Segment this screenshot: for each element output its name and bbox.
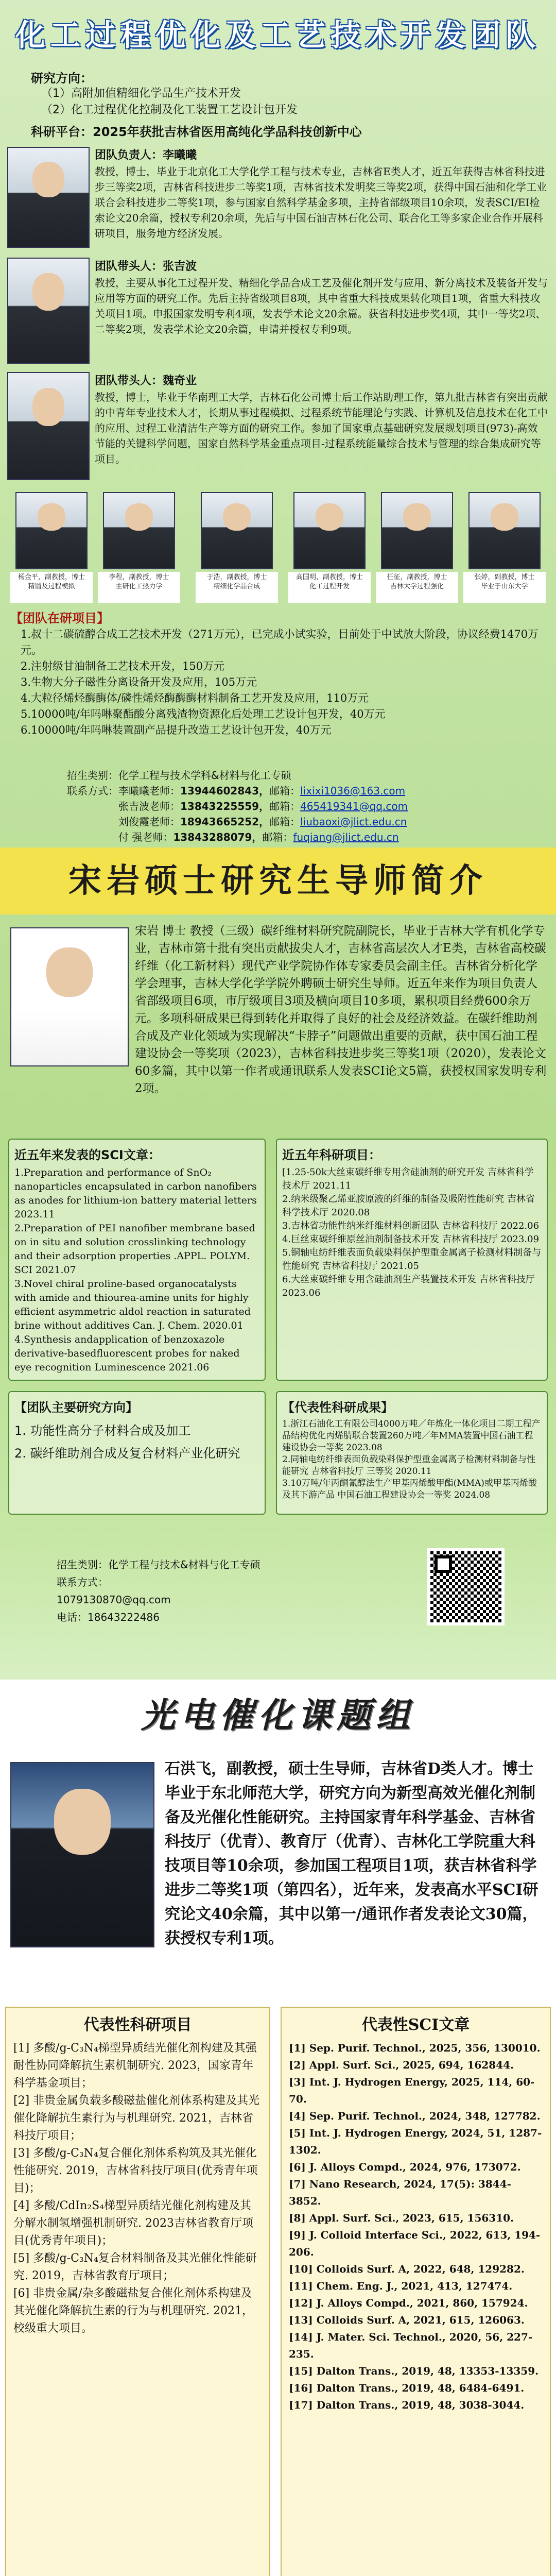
project-item: [1.25-50k大丝束碳纤维专用含硅油剂的研究开发 吉林省科学技术厅 2021.11 — [282, 1167, 534, 1191]
sci-list — [282, 2035, 550, 2419]
achievement-item: 1.浙江石油化工有限公司4000万吨／年炼化一体化项目二期工程产品结构优化丙烯腈联合装置260万吨／年MMA装置中国石油工程建设协会一等奖 2023.08 — [282, 1419, 541, 1453]
projects-column — [5, 2007, 270, 2576]
direction-item: 1. 功能性高分子材料合成及加工 — [14, 1423, 191, 1438]
song-yan-photo — [10, 927, 129, 1066]
section-photoelectric-catalysis — [0, 1540, 556, 2576]
project-item: 6.大丝束碳纤维专用含硅油剂生产装置技术开发 吉林省科技厅 2023.06 — [282, 1274, 535, 1298]
direction-item: （2）化工过程优化控制及化工装置工艺设计包开发 — [41, 104, 298, 116]
project-item: [6] 非贵金属/杂多酸磁盐复合催化剂体系构建及其光催化降解抗生素的行为与机理研究. 2021，校级重大项目。 — [13, 2287, 253, 2335]
project-item: [2] 非贵金属负载多酸磁盐催化剂体系构建及其光催化降解抗生素行为与机理研究. 2021，吉林省科技厅项目； — [13, 2094, 260, 2142]
catalysis-title: 光电催化课题组 — [141, 1696, 415, 1735]
leader-photo — [7, 258, 90, 364]
achievement-item: 3.10万吨/年丙酮氰醇法生产甲基丙烯酸甲酯(MMA)或甲基丙烯酸及其下游产品 中国石油工程建设协会一等奖 2024.08 — [282, 1478, 537, 1500]
direction-item: （1）高附加值精细化学品生产技术开发 — [41, 87, 241, 100]
sci-item: [14] J. Mater. Sci. Technol., 2020, 56, 227-235. — [289, 2331, 533, 2360]
email-link[interactable]: 465419341@qq.com — [300, 800, 408, 812]
project-list — [21, 626, 541, 738]
sci-card — [8, 1139, 266, 1381]
project-item: 3.生物大分子磁性分离设备开发及应用，105万元 — [21, 676, 257, 688]
sci-list — [14, 1166, 259, 1375]
project-item: [5] 多酸/g-C₃N₄复合材料制备及其光催化性能研究. 2019，吉林省教育厅项目； — [13, 2252, 257, 2282]
achievement-item: 2.同轴电纺纤维表面负载染料保护型重金属离子检测材料制备与性能研究 吉林省科技厅 三等奖 2020.11 — [282, 1454, 536, 1477]
leader-photo — [7, 372, 90, 480]
section-process-optimization-team — [0, 0, 556, 757]
leader-label: 团队负责人：李曦曦 — [95, 149, 197, 162]
sci-item: [16] Dalton Trans., 2019, 48, 6484-6491. — [289, 2382, 525, 2394]
sci-item: 4.Synthesis andapplication of benzoxazole derivative-basedfluorescent probes for naked eye recognition Luminescence 2021.06 — [14, 1334, 240, 1373]
project-item: 5.铜轴电纺纤维表面负载染料保护型重金属离子检测材料制备与性能研究 吉林省科技厅 2021.05 — [282, 1247, 542, 1272]
contact-row: 付 强老师：13843288079，邮箱：fuqiang@jlict.edu.cn — [118, 831, 399, 843]
shi-hongfei-intro: 石洪飞，副教授，硕士生导师，吉林省D类人才。博士毕业于东北师范大学，研究方向为新型高效光催化剂制备及光催化性能研究。主持国家青年科学基金、吉林省科技厅（优青）、教育厅（优青）、吉林化工学院重大科技项目等10余项，参加国工程项目1项，获吉林省科学进步二等奖1项（第四名），近年来，发表高水平SCI研究论文40余篇，其中以第一/通讯作者发表论文30篇，获授权专利1项。 — [165, 1760, 538, 1947]
sci-item: [17] Dalton Trans., 2019, 48, 3038-3044. — [289, 2399, 525, 2411]
member-photo — [103, 492, 175, 569]
sci-item: [9] J. Colloid Interface Sci., 2022, 613, 194-206. — [289, 2229, 541, 2258]
song-yan-title: 宋岩硕士研究生导师简介 — [0, 848, 556, 914]
project-item: 4.大粒径烯烃酶酶体/磷性烯烃酶酶酶材料制备工艺开发及应用，110万元 — [21, 692, 369, 704]
team-contact — [67, 768, 408, 845]
project-item: 4.巨丝束碳纤维原丝油剂制备技术开发 吉林省科技厅 2023.09 — [282, 1234, 540, 1245]
project-item: [1] 多酸/g-C₃N₄梯型异质结光催化剂构建及其强耐性协同降解抗生素机制研究. 2023，国家青年科学基金项目； — [13, 2042, 257, 2090]
research-platform: 科研平台：2025年获批吉林省医用高纯化学品科技创新中心 — [31, 125, 362, 139]
projects-card — [276, 1139, 548, 1381]
leader-label: 团队带头人：魏奇业 — [95, 375, 197, 387]
research-direction-list — [41, 86, 298, 118]
sci-item: [1] Sep. Purif. Technol., 2025, 356, 130010. — [289, 2042, 541, 2054]
sci-item: [6] J. Alloys Compd., 2024, 976, 173072. — [289, 2161, 521, 2173]
project-item: 3.吉林省功能性纳米纤维材料创新团队 吉林省科技厅 2022.06 — [282, 1221, 540, 1231]
leader-bio: 教授，主要从事化工过程开发、精细化学品合成工艺及催化剂开发与应用、新分离技术及装备开发与应用等方面的研究工作。先后主持省级项目8项，其中省重大科技成果转化项目1项，省重大科技攻关项目1项。申报国家发明专利4项，发表学术论文20余篇。获省科技进步奖4项，其中一等奖2项、二等奖2项，发表学术论文20余篇，申请并授权专利9项。 — [95, 277, 548, 335]
email-link[interactable]: lixixi1036@163.com — [300, 785, 406, 797]
email-link[interactable]: fuqiang@jlict.edu.cn — [293, 831, 399, 843]
direction-item: 2. 碳纤维助剂合成及复合材料产业化研究 — [14, 1446, 240, 1461]
sci-item: [12] J. Alloys Compd., 2021, 860, 157924. — [289, 2297, 528, 2309]
sci-item: [3] Int. J. Hydrogen Energy, 2025, 114, 60-70. — [289, 2076, 535, 2105]
sci-item: [15] Dalton Trans., 2019, 48, 13353-13359. — [289, 2365, 539, 2377]
enrollment-type: 招生类别：化学工程与技术&材料与化工专硕 — [57, 1558, 260, 1571]
sci-item: [7] Nano Research, 2024, 17(5): 3844-3852. — [289, 2178, 511, 2207]
achievements-card — [276, 1391, 548, 1515]
team-title: 化工过程优化及工艺技术开发团队 — [15, 18, 541, 53]
member-caption: 任征，副教授，博士 吉林大学过程强化 — [376, 572, 458, 603]
song-yan-contact — [57, 1556, 260, 1626]
project-item: [3] 多酸/g-C₃N₄复合催化剂体系构筑及其光催化性能研究. 2019，吉林省科技厅项目(优秀青年项目)； — [13, 2147, 258, 2195]
projects-heading: 代表性科研项目 — [83, 2016, 192, 2034]
member-caption: 于浩，副教授，博士 精细化学品合成 — [196, 572, 278, 603]
contact-row: 张吉波老师：13843225559，邮箱：465419341@qq.com — [118, 800, 408, 812]
member-photo — [15, 492, 88, 569]
qr-code-icon — [427, 1548, 505, 1625]
enrollment-type: 招生类别：化学工程与技术学科&材料与化工专硕 — [67, 769, 291, 782]
sci-item: [8] Appl. Surf. Sci., 2023, 615, 156310. — [289, 2212, 514, 2224]
song-yan-bio: 宋岩 博士 教授（三级）碳纤维材料研究院副院长，毕业于吉林大学有机化学专业，吉林市第十批有突出贡献拔尖人才，吉林省高层次人才E类，吉林省高校碳纤维（化工新材料）现代产业学院协作体专家委员会副主任。吉林省分析化学学会理事，吉林大学化学学院外聘硕士研究生导师。近五年来作为项目负责人省部级项目6项，市厅级项目3项及横向项目10多项，累积项目经费600余万元。多项科研成果已得到转化并取得了良好的社会及经济效益。在碳纤维助剂合成及产业化领域为实现解决“卡脖子”问题做出重要的贡献，获中国石油工程建设协会一等奖项（2023），吉林省科技进步奖三等奖1项（2020），发表论文60多篇，其中以第一作者或通讯联系人发表SCI论文5篇，获授权国家发明专利2项。 — [135, 924, 547, 1095]
member-caption: 李程，副教授，博士 主研化工热力学 — [98, 572, 180, 603]
projects-heading: 近五年科研项目： — [282, 1148, 381, 1162]
project-item: 2.纳米级聚乙烯亚胺原液的纤维的制备及吸附性能研究 吉林省科学技术厅 2020.08 — [282, 1194, 535, 1218]
achievements-heading: 【代表性科研成果】 — [282, 1400, 393, 1415]
shi-hongfei-photo — [10, 1762, 154, 1947]
member-photo — [201, 492, 273, 569]
projects-heading: 【团队在研项目】 — [10, 611, 109, 625]
member-photo — [381, 492, 453, 569]
sci-item: [13] Colloids Surf. A, 2021, 615, 126063. — [289, 2314, 525, 2326]
sci-item: [2] Appl. Surf. Sci., 2025, 694, 162844. — [289, 2059, 514, 2071]
leader-bio: 教授，博士，毕业于北京化工大学化学工程与技术专业，吉林省E类人才，近五年获得吉林省科技进步三等奖2项，吉林省科技进步二等奖1项，吉林省技术发明奖三等奖2项，获得中国石油和化学工业联合会科技进步二等奖1项，参与国家自然科学基金多项，主持省部级项目10余项，发表SCI/EI检索论文20余篇，授权专利20余项，先后与中国石油吉林石化公司、联合化工等多家企业合作开展科研项目，服务地方经济发展。 — [95, 165, 547, 240]
sci-column — [281, 2007, 551, 2576]
direction-list — [14, 1419, 259, 1465]
sci-item: [11] Chem. Eng. J., 2021, 413, 127474. — [289, 2280, 513, 2292]
project-list — [6, 2035, 269, 2343]
sci-item: 3.Novel chiral proline-based organocatalysts with amide and thiourea-amine units for highly efficient asymmetric aldol reaction in saturated brine without additives Can. J. Chem. 2020.01 — [14, 1278, 251, 1331]
sci-item: [5] Int. J. Hydrogen Energy, 2024, 51, 1287-1302. — [289, 2127, 542, 2156]
project-item: 5.10000吨/年吗啉聚酯酸分离残渣物资源化后处理工艺设计包开发，40万元 — [21, 708, 386, 720]
section-song-yan — [0, 757, 556, 1540]
contact-row: 刘俊霞老师：18943665252，邮箱：liubaoxi@jlict.edu.cn — [118, 816, 407, 828]
sci-item: 1.Preparation and performance of SnO₂ nanoparticles encapsulated in carbon nanofibers as anodes for lithium-ion battery material letters 2023.11 — [14, 1167, 257, 1220]
project-item: 1.叔十二碳硫醇合成工艺技术开发（271万元），已完成小试实验，目前处于中试放大阶段，协议经费1470万元。 — [21, 628, 539, 656]
phone: 电话：18643222486 — [57, 1611, 160, 1623]
leader-label: 团队带头人：张吉波 — [95, 260, 197, 273]
contact-label: 联系方式： — [57, 1576, 108, 1588]
directions-card — [8, 1391, 266, 1515]
email-link[interactable]: liubaoxi@jlict.edu.cn — [300, 816, 407, 828]
member-caption: 张婷，副教授，博士 毕业于山东大学 — [463, 572, 546, 603]
sci-heading: 代表性SCI文章 — [361, 2016, 470, 2034]
project-item: [4] 多酸/CdIn₂S₄梯型异质结光催化剂构建及其分解水制氢增强机制研究. 2023吉林省教育厅项目(优秀青年项目)； — [13, 2199, 253, 2247]
leader-bio: 教授，博士，毕业于华南理工大学，吉林石化公司博士后工作站助理工作，第九批吉林省有突出贡献的中青年专业技术人才，长期从事过程模拟、过程系统节能理论与实践、计算机及信息技术在化工中的应用、过程工业清洁生产等方面的研究工作。参加了国家重点基础研究发展规划项目(973)-高效节能的关键科学问题，国家自然科学基金重点项目-过程系统能量综合技术与管理的综合集成研究等项目。 — [95, 391, 548, 465]
qq-email: 1079130870@qq.com — [57, 1594, 171, 1606]
achievement-list — [282, 1418, 542, 1501]
member-caption: 杨金平，副教授，博士 精馏及过程模拟 — [10, 572, 93, 603]
sci-heading: 近五年来发表的SCI文章： — [14, 1148, 161, 1162]
member-caption: 高国明，副教授，博士 化工过程开发 — [288, 572, 371, 603]
project-list — [282, 1166, 542, 1300]
project-item: 2.注射级甘油制备工艺技术开发，150万元 — [21, 660, 225, 672]
research-direction-heading: 研究方向： — [31, 71, 93, 86]
sci-item: 2.Preparation of PEI nanofiber membrane based on in situ and solution crosslinking technology and their adsorption properties .APPL. POLYM. SCI 2021.07 — [14, 1223, 255, 1276]
project-item: 6.10000吨/年吗啉装置副产品提升改造工艺设计包开发，40万元 — [21, 724, 332, 736]
member-photo — [468, 492, 541, 569]
sci-item: [10] Colloids Surf. A, 2022, 648, 129282. — [289, 2263, 525, 2275]
leader-photo — [7, 147, 90, 248]
directions-heading: 【团队主要研究方向】 — [14, 1400, 138, 1415]
member-photo — [293, 492, 366, 569]
sci-item: [4] Sep. Purif. Technol., 2024, 348, 127782. — [289, 2110, 541, 2122]
contact-row: 联系方式：李曦曦老师：13944602843，邮箱：lixixi1036@163.com — [67, 785, 406, 797]
